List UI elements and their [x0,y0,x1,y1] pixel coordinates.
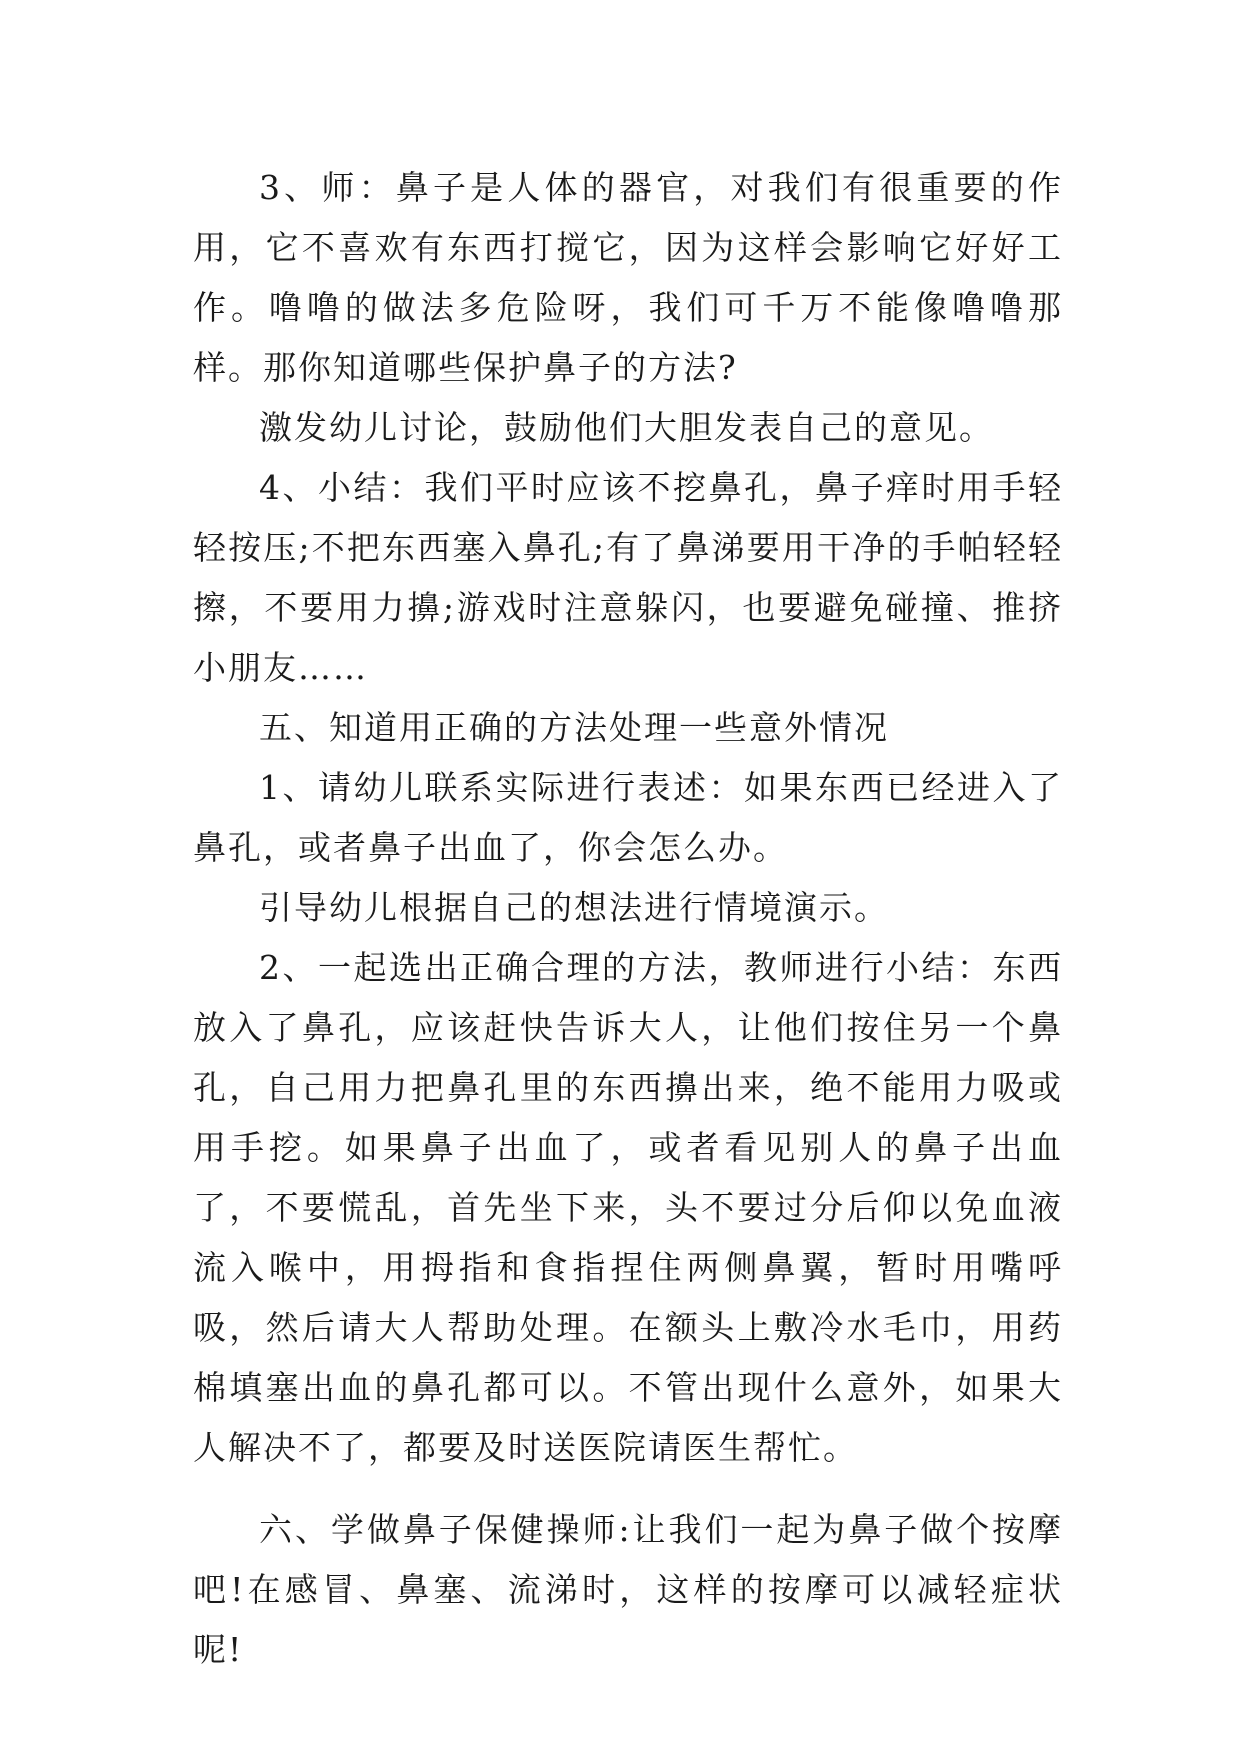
paragraph-nose-importance: 3、师：鼻子是人体的器官，对我们有很重要的作用，它不喜欢有东西打搅它，因为这样会影响它好好工作。噜噜的做法多危险呀，我们可千万不能像噜噜那样。那你知道哪些保护鼻子的方法? [193,168,1063,387]
paragraph-demonstration: 引导幼儿根据自己的想法进行情境演示。 [259,888,889,927]
section-heading-six: 六、学做鼻子保健操师:让我们一起为鼻子做个按摩吧!在感冒、鼻塞、流涕时，这样的按摩可以减轻症状呢! [193,1510,1063,1669]
paragraph-step-one: 1、请幼儿联系实际进行表述：如果东西已经进入了鼻孔，或者鼻子出血了，你会怎么办。 [193,768,1063,867]
document-body [193,158,1063,1680]
paragraph-step-two: 2、一起选出正确合理的方法，教师进行小结：东西放入了鼻孔，应该赶快告诉大人，让他们按住另一个鼻孔，自己用力把鼻孔里的东西擤出来，绝不能用力吸或用手挖。如果鼻子出血了，或者看见别人的鼻子出血了，不要慌乱，首先坐下来，头不要过分后仰以免血液流入喉中，用拇指和食指捏住两侧鼻翼，暂时用嘴呼吸，然后请大人帮助处理。在额头上敷冷水毛巾，用药棉填塞出血的鼻孔都可以。不管出现什么意外，如果大人解决不了，都要及时送医院请医生帮忙。 [193,948,1063,1467]
section-heading-five: 五、知道用正确的方法处理一些意外情况 [259,708,889,747]
paragraph-summary: 4、小结：我们平时应该不挖鼻孔，鼻子痒时用手轻轻按压;不把东西塞入鼻孔;有了鼻涕要用干净的手帕轻轻擦，不要用力擤;游戏时注意躲闪，也要避免碰撞、推挤小朋友…… [193,468,1063,687]
paragraph-discussion: 激发幼儿讨论，鼓励他们大胆发表自己的意见。 [259,408,994,447]
